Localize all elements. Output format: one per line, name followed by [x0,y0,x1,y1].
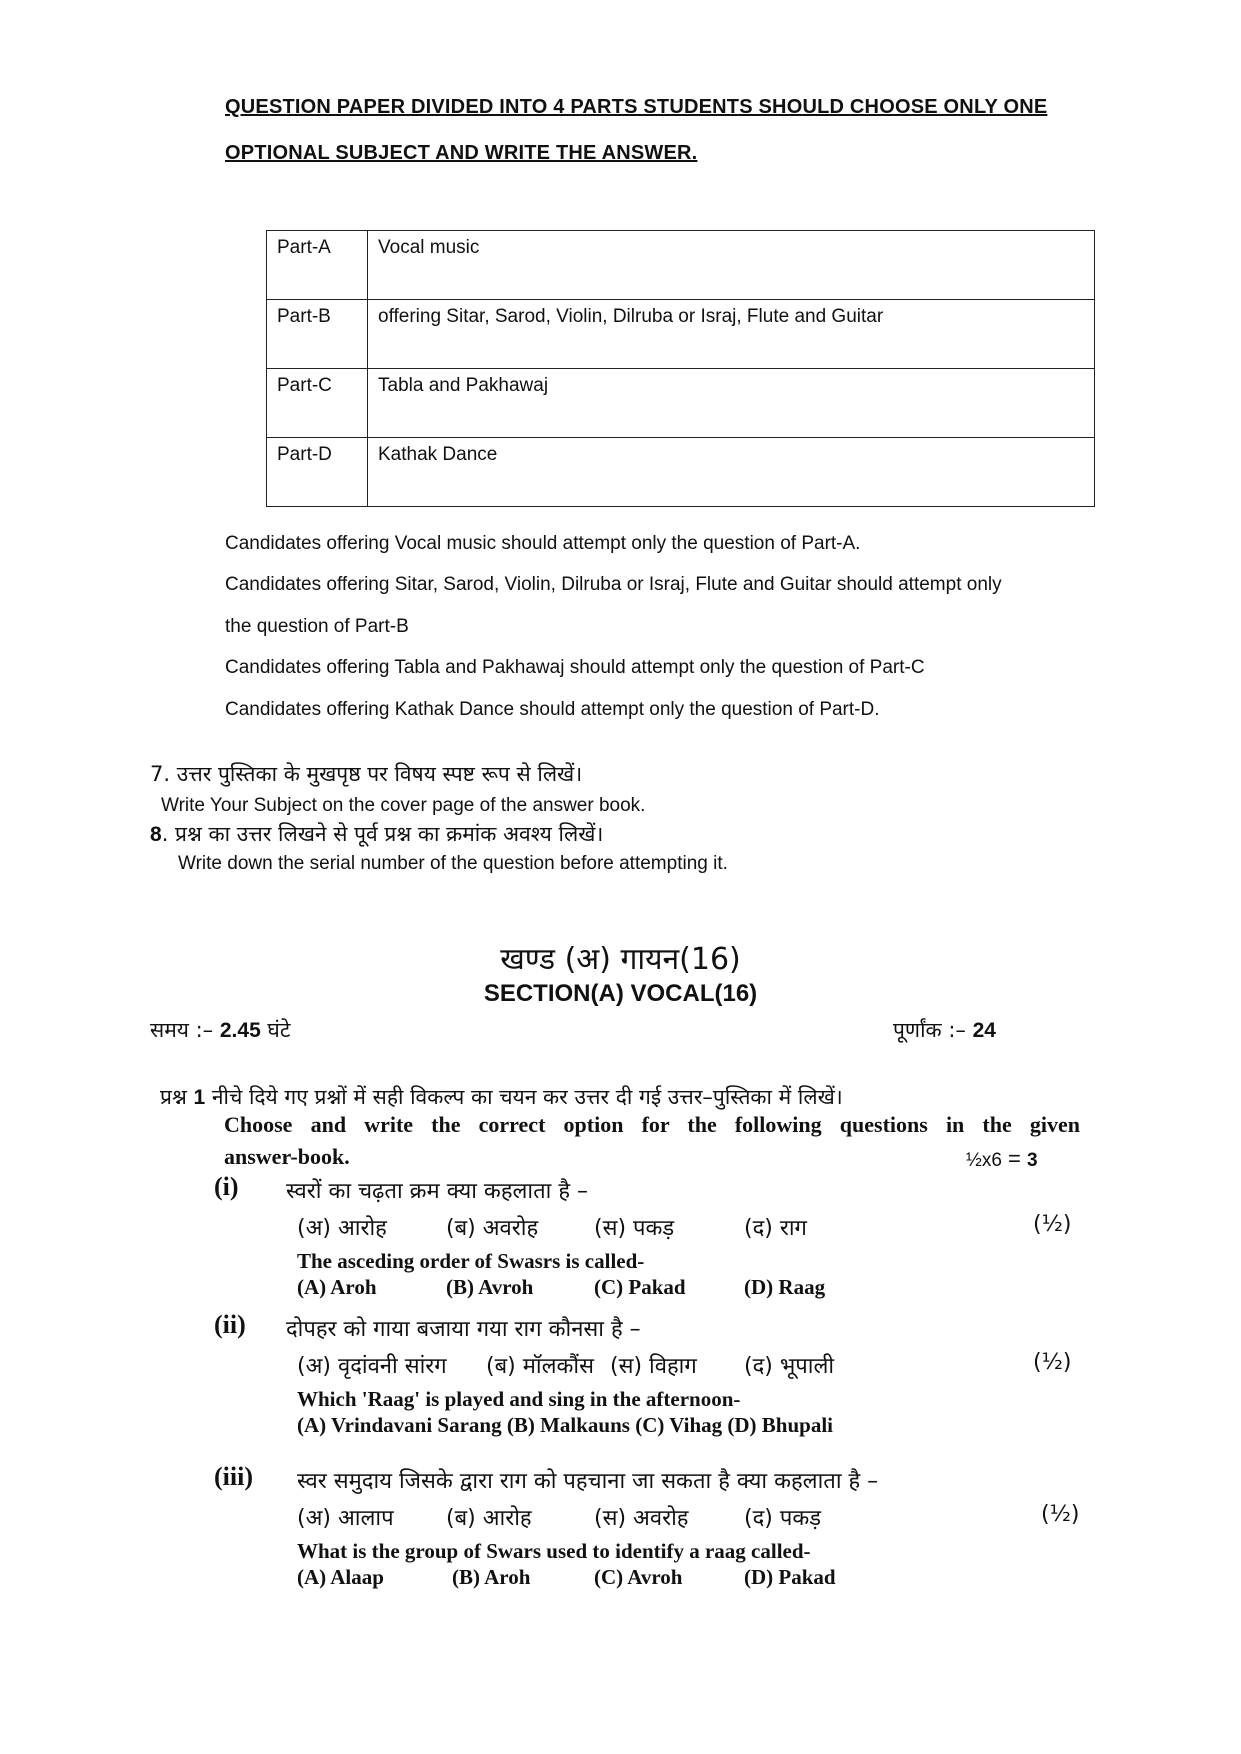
table-row [267,231,1095,300]
subquestion-number: (iii) [214,1462,253,1491]
candidate-instruction: Candidates offering Vocal music should attempt only the question of Part-A. [225,533,861,554]
note-8-number: 8 [150,823,162,846]
table-row [267,300,1095,369]
option-hindi: (ब) आरोह [446,1506,532,1531]
table-row [267,369,1095,438]
note-8-english: Write down the serial number of the question before attempting it. [178,853,728,874]
option-english: (D) Raag [744,1275,826,1299]
part-label: Part-C [267,369,368,438]
subquestion-text-hindi: स्वर समुदाय जिसके द्वारा राग को पहचाना जा सकता है क्या कहलाता है – [297,1469,879,1494]
option-english: (D) Pakad [744,1565,836,1589]
question-number: 1 [193,1086,206,1109]
marks-fraction: ½x6 [966,1150,1002,1171]
subquestion-text-hindi: दोपहर को गाया बजाया गया राग कौनसा है – [286,1317,641,1342]
question-1-marks [966,1146,1038,1172]
part-label: Part-A [267,231,368,300]
option-english: (A) Aroh [297,1275,377,1299]
option-hindi: (अ) आलाप [297,1506,394,1531]
option-hindi: (द) पकड़ [744,1506,822,1531]
instruction-heading-line-1: QUESTION PAPER DIVIDED INTO 4 PARTS STUDENTS SHOULD CHOOSE ONLY ONE [225,96,1048,118]
subquestion-text-english: Which 'Raag' is played and sing in the afternoon- [297,1387,741,1411]
option-english: (B) Aroh [452,1565,531,1589]
option-english: (A) Alaap [297,1565,384,1589]
option-hindi: (अ) वृदांवनी सांरग [297,1354,447,1379]
subquestion-number: (ii) [214,1310,246,1339]
question-prefix: प्रश्न [160,1085,194,1109]
time-value: 2.45 [219,1019,261,1042]
candidate-instruction: Candidates offering Kathak Dance should attempt only the question of Part-D. [225,699,880,720]
option-hindi: (स) पकड़ [594,1216,675,1241]
part-subject: Tabla and Pakhawaj [368,369,1095,438]
option-hindi: (स) अवरोह [594,1506,689,1531]
option-hindi: (ब) मॉलकौंस [486,1354,594,1379]
note-7-english: Write Your Subject on the cover page of the answer book. [161,795,646,816]
note-8-hindi [150,820,603,848]
question-1-english-line-1: Choose and write the correct option for the following questions in the given [224,1112,1080,1137]
question-1-text: नीचे दिये गए प्रश्नों में सही विकल्प का चयन कर उत्तर दी गई उत्तर–पुस्तिका में लिखें। [205,1085,843,1109]
option-english: (B) Avroh [446,1275,534,1299]
candidate-instruction: Candidates offering Sitar, Sarod, Violin, Dilruba or Israj, Flute and Guitar should attempt only [225,574,1002,595]
option-hindi: (द) भूपाली [744,1354,835,1379]
parts-table [266,230,1095,507]
question-1-english-line-2: answer-book. [224,1144,350,1169]
subquestion-text-english: The asceding order of Swasrs is called- [297,1249,645,1273]
time-unit: घंटे [260,1018,291,1042]
time-label: समय :– [150,1018,220,1042]
option-english: (C) Pakad [594,1275,686,1299]
candidate-instruction: the question of Part-B [225,616,409,637]
instruction-heading-line-2: OPTIONAL SUBJECT AND WRITE THE ANSWER. [225,142,698,164]
part-label: Part-B [267,300,368,369]
question-1-hindi [160,1083,843,1111]
subquestion-marks: (½) [1041,1502,1080,1527]
table-row [267,438,1095,507]
option-hindi: (द) राग [744,1216,807,1241]
note-8-text: . प्रश्न का उत्तर लिखने से पूर्व प्रश्न का क्रमांक अवश्य लिखें। [161,822,604,846]
part-label: Part-D [267,438,368,507]
maximum-marks [893,1016,996,1044]
subquestion-marks: (½) [1033,1212,1072,1237]
marks-total: 3 [1027,1150,1038,1171]
section-title-english: SECTION(A) VOCAL(16) [483,980,758,1007]
subquestion-text-english: What is the group of Swars used to identify a raag called- [297,1539,811,1563]
option-english: (C) Avroh [594,1565,683,1589]
options-english: (A) Vrindavani Sarang (B) Malkauns (C) Vihag (D) Bhupali [297,1413,833,1437]
subquestion-number: (i) [214,1172,239,1201]
option-hindi: (स) विहाग [610,1354,697,1379]
option-hindi: (ब) अवरोह [446,1216,539,1241]
subquestion-text-hindi: स्वरों का चढ़ता क्रम क्या कहलाता है – [286,1179,589,1204]
option-hindi: (अ) आरोह [297,1216,387,1241]
subquestion-marks: (½) [1033,1350,1072,1375]
part-subject: Vocal music [368,231,1095,300]
marks-value: 24 [972,1019,996,1042]
note-7-hindi: 7. उत्तर पुस्तिका के मुखपृष्ठ पर विषय स्पष्ट रूप से लिखें। [150,762,583,786]
section-title-hindi: खण्ड (अ) गायन(16) [500,942,741,977]
candidate-instruction: Candidates offering Tabla and Pakhawaj should attempt only the question of Part-C [225,657,925,678]
marks-label: पूर्णांक :– [893,1018,973,1042]
marks-equals: = [1001,1146,1027,1171]
part-subject: offering Sitar, Sarod, Violin, Dilruba or Israj, Flute and Guitar [368,300,1095,369]
time-allowed [150,1016,290,1044]
part-subject: Kathak Dance [368,438,1095,507]
